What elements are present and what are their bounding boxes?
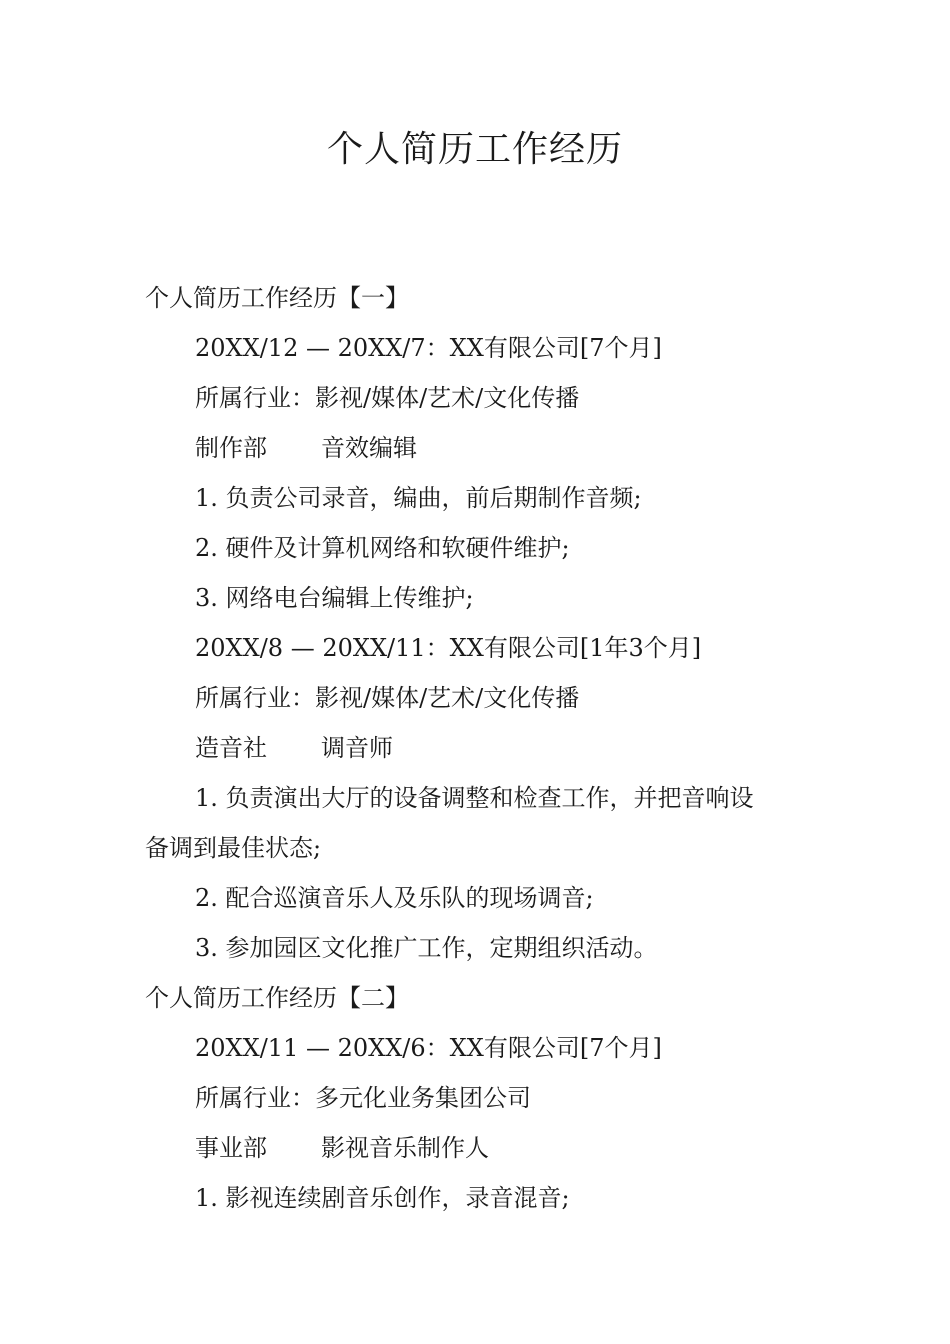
job-industry: 所属行业：多元化业务集团公司 [195, 1084, 531, 1112]
job-department-position [145, 1123, 810, 1173]
job-department: 造音社 [195, 734, 267, 762]
job-department-position [145, 423, 810, 473]
job-position: 调音师 [321, 734, 393, 762]
job-duty: 1. 负责公司录音，编曲，前后期制作音频; [195, 484, 642, 512]
job-duty: 1. 影视连续剧音乐创作，录音混音; [195, 1184, 570, 1212]
job-position: 音效编辑 [321, 434, 417, 462]
job-duty: 2. 配合巡演音乐人及乐队的现场调音; [195, 884, 594, 912]
job-duty: 2. 硬件及计算机网络和软硬件维护; [195, 534, 570, 562]
job-duty: 3. 网络电台编辑上传维护; [195, 584, 474, 612]
document-body [145, 273, 810, 1223]
job-industry: 所属行业：影视/媒体/艺术/文化传播 [195, 384, 580, 412]
job-duty: 1. 负责演出大厅的设备调整和检查工作，并把音响设 [195, 784, 754, 812]
section-heading: 个人简历工作经历【二】 [145, 984, 409, 1012]
job-period: 20XX/12 — 20XX/7：XX有限公司[7个月] [195, 334, 662, 362]
job-industry: 所属行业：影视/媒体/艺术/文化传播 [195, 684, 580, 712]
job-period: 20XX/8 — 20XX/11：XX有限公司[1年3个月] [195, 634, 702, 662]
job-position: 影视音乐制作人 [321, 1134, 489, 1162]
document-title: 个人简历工作经历 [326, 129, 623, 170]
job-period: 20XX/11 — 20XX/6：XX有限公司[7个月] [195, 1034, 662, 1062]
job-department-position [145, 723, 810, 773]
job-duty-continuation: 备调到最佳状态; [145, 834, 322, 862]
section-heading: 个人简历工作经历【一】 [145, 284, 409, 312]
job-department: 事业部 [195, 1134, 267, 1162]
job-duty: 3. 参加园区文化推广工作，定期组织活动。 [195, 934, 658, 962]
job-department: 制作部 [195, 434, 267, 462]
